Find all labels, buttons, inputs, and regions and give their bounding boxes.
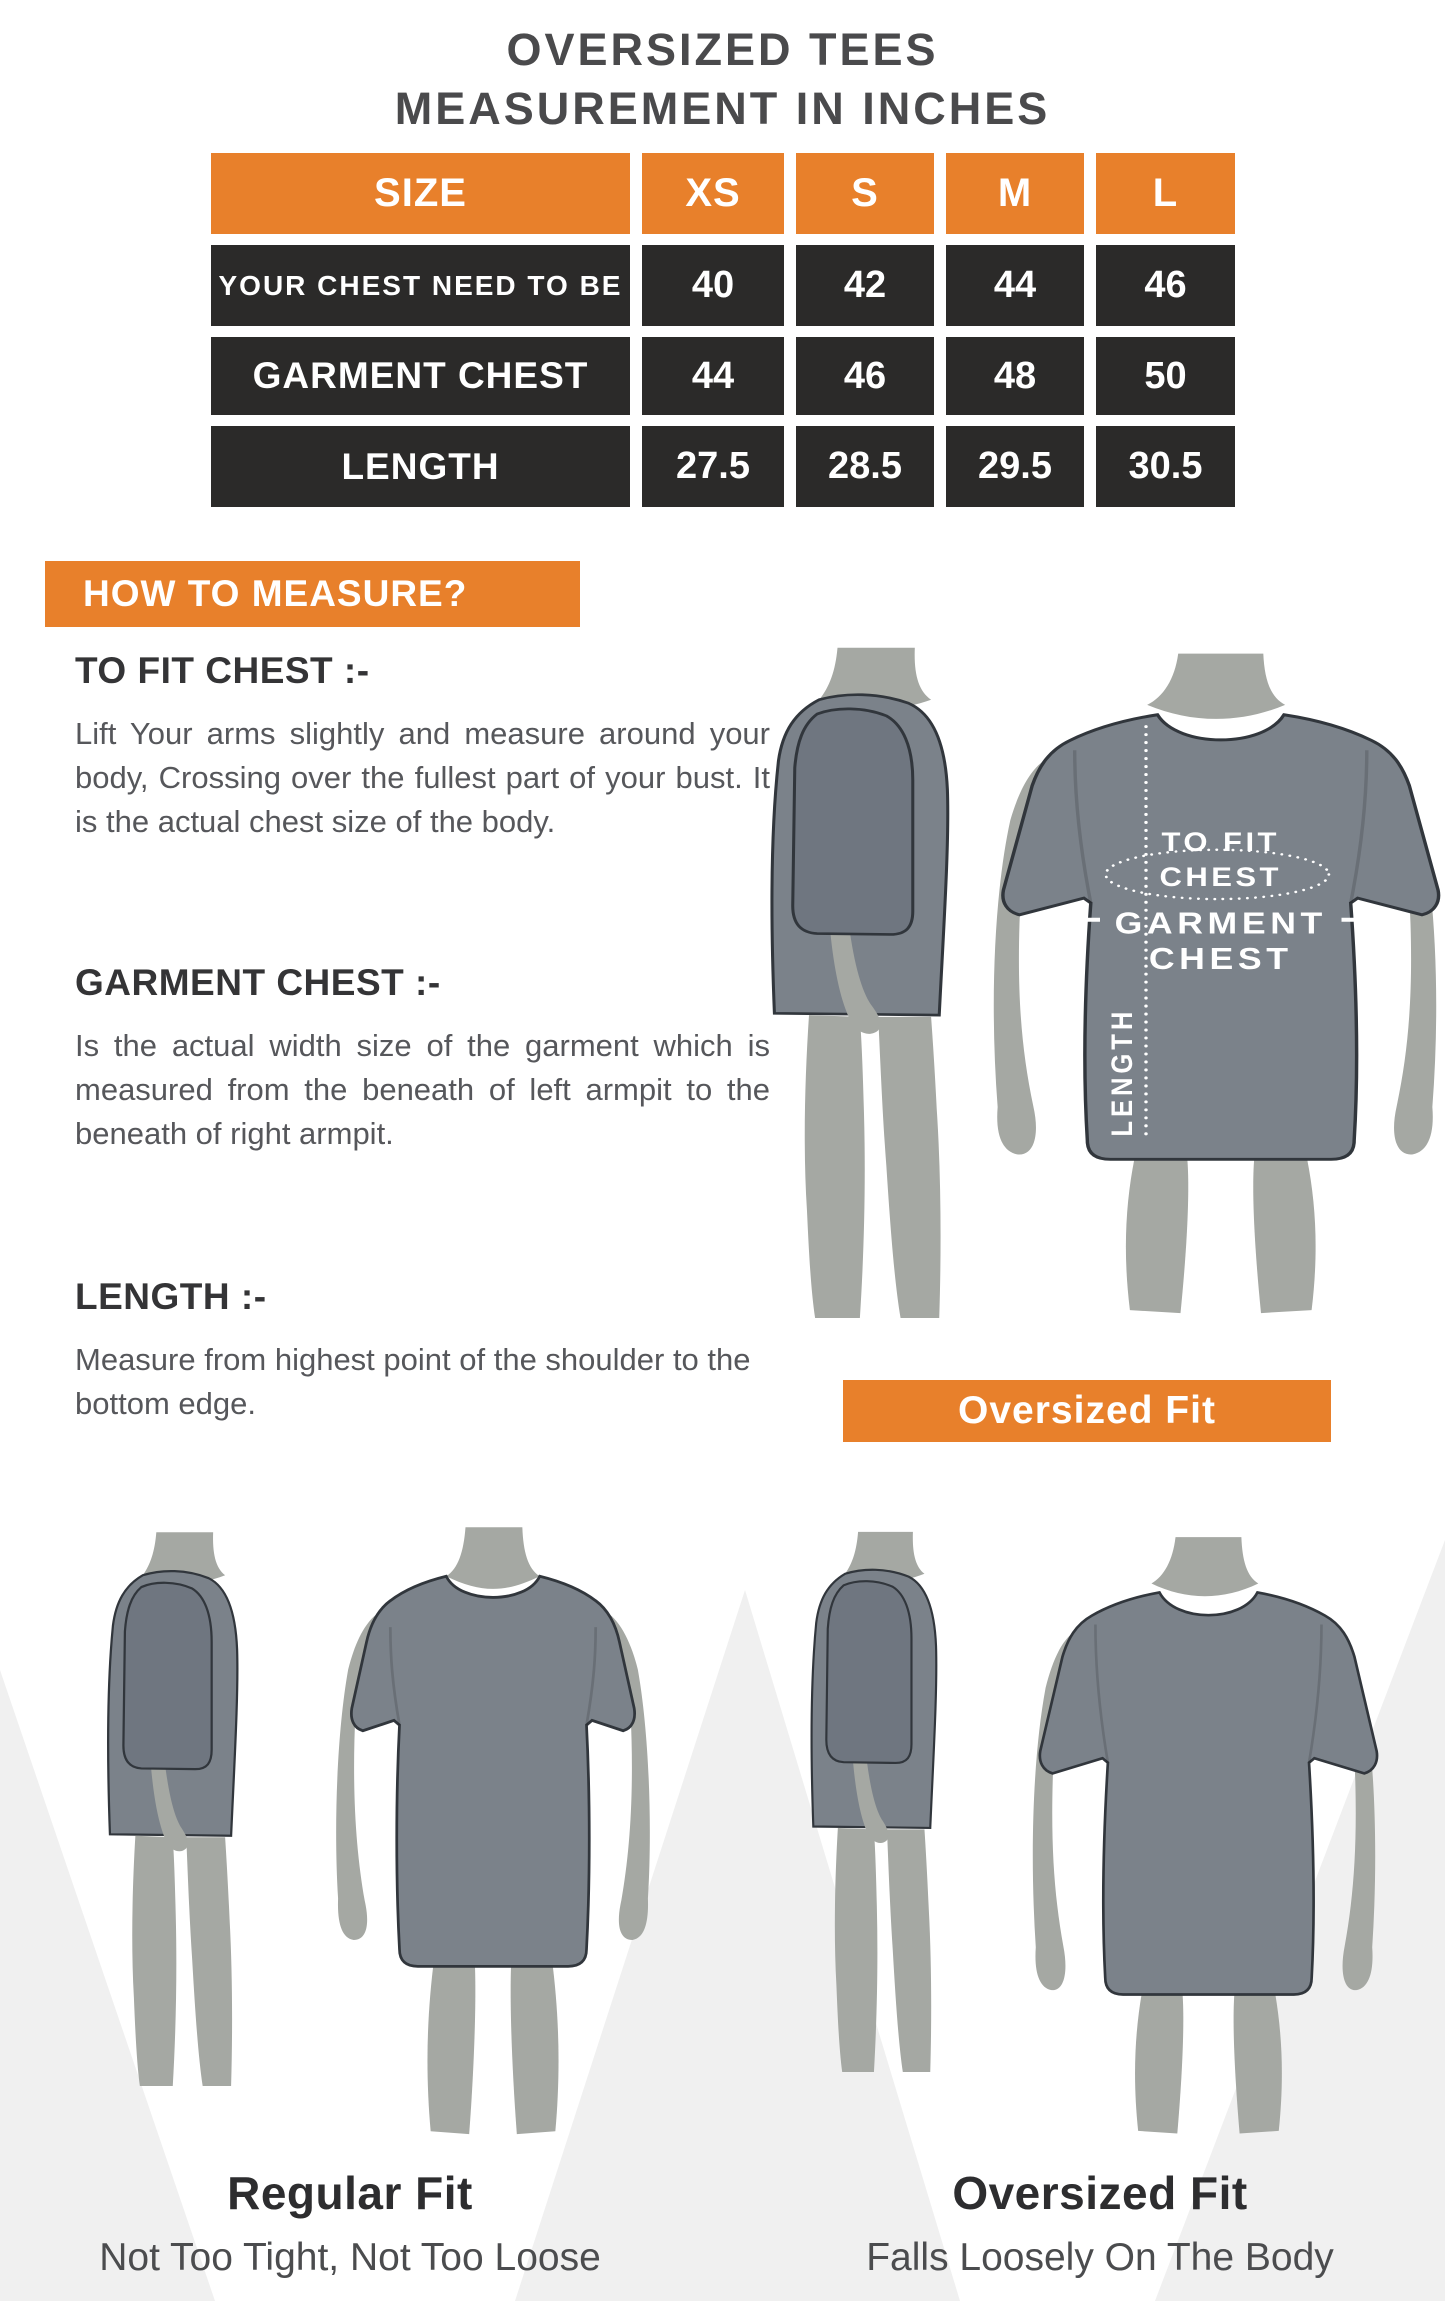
regular-fit-subtitle: Not Too Tight, Not Too Loose <box>99 2236 601 2279</box>
oversized-fit-title: Oversized Fit <box>952 2167 1248 2219</box>
section-body-to-fit-chest: Lift Your arms slightly and measure around your body, Crossing over the fullest part of your bust. It is the actual chest size of the body. <box>75 716 770 840</box>
how-to-measure-banner: HOW TO MEASURE? <box>45 561 580 627</box>
section-body-garment-chest: Is the actual width size of the garment which is measured from the beneath of left armpit to the beneath of right armpit. <box>75 1028 770 1152</box>
oversized-fit-caption <box>790 2166 1410 2280</box>
table-header-size: SIZE <box>211 153 630 234</box>
table-header-s: S <box>796 153 934 234</box>
table-cell: 48 <box>946 337 1084 415</box>
table-cell: 28.5 <box>796 426 934 507</box>
page-title-line1: OVERSIZED TEES <box>506 24 939 75</box>
oversized-fit-banner: Oversized Fit <box>843 1380 1331 1442</box>
diagram-length-label: LENGTH <box>1105 1007 1139 1137</box>
regular-fit-title: Regular Fit <box>227 2167 473 2219</box>
table-cell: 50 <box>1096 337 1235 415</box>
section-heading-to-fit-chest: TO FIT CHEST :- <box>75 650 370 691</box>
section-body-length: Measure from highest point of the shoulder to the bottom edge. <box>75 1342 751 1422</box>
section-heading-garment-chest: GARMENT CHEST :- <box>75 962 441 1003</box>
garment-chest-arrowhead-left <box>1033 911 1054 929</box>
page-title <box>0 20 1445 139</box>
section-heading-length: LENGTH :- <box>75 1276 267 1317</box>
regular-fit-front-figure <box>328 1514 658 2136</box>
diagram-garment-line2: CHEST <box>1148 942 1293 977</box>
measurement-diagram <box>985 628 1445 1318</box>
table-header-l: L <box>1096 153 1235 234</box>
table-cell: 46 <box>1096 245 1235 326</box>
regular-fit-side-figure <box>92 1516 264 2086</box>
table-header-m: M <box>946 153 1084 234</box>
side-view-tee-illustration <box>750 628 984 1318</box>
diagram-garment-line1: GARMENT <box>1114 906 1327 941</box>
oversized-fit-front-figure <box>1026 1514 1382 2138</box>
diagram-to-fit-line2: CHEST <box>1159 863 1282 893</box>
table-cell: 40 <box>642 245 784 326</box>
table-cell: 44 <box>946 245 1084 326</box>
size-table <box>211 153 1235 507</box>
table-cell: 42 <box>796 245 934 326</box>
table-cell: 27.5 <box>642 426 784 507</box>
table-cell: 29.5 <box>946 426 1084 507</box>
table-cell: 44 <box>642 337 784 415</box>
oversized-fit-subtitle: Falls Loosely On The Body <box>866 2236 1334 2279</box>
table-cell: 30.5 <box>1096 426 1235 507</box>
oversized-fit-side-figure <box>796 1516 962 2072</box>
row-label-length: LENGTH <box>211 426 630 507</box>
regular-fit-caption <box>40 2166 660 2280</box>
page-title-line2: MEASUREMENT IN INCHES <box>394 83 1051 135</box>
row-label-garment-chest: GARMENT CHEST <box>211 337 630 415</box>
garment-chest-arrowhead-right <box>1385 911 1406 929</box>
diagram-to-fit-line1: TO FIT <box>1161 827 1280 858</box>
table-cell: 46 <box>796 337 934 415</box>
row-label-your-chest: YOUR CHEST NEED TO BE <box>211 245 630 326</box>
table-header-xs: XS <box>642 153 784 234</box>
